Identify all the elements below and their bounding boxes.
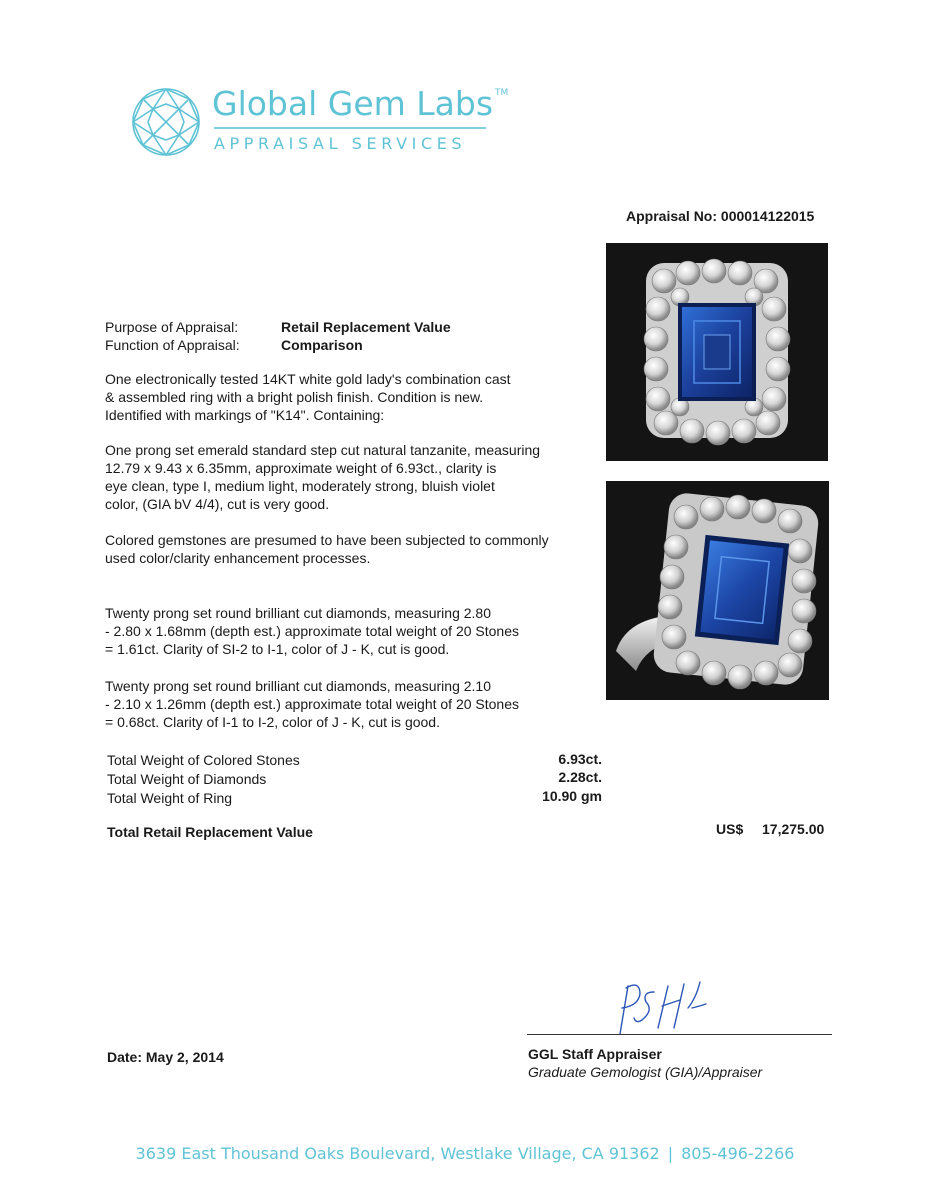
text-line: Twenty prong set round brilliant cut diamonds, measuring 2.80 bbox=[105, 605, 491, 621]
ring-description bbox=[105, 370, 585, 424]
trademark-mark: TM bbox=[495, 88, 509, 98]
total-colored-stones-value: 6.93ct. bbox=[558, 751, 602, 767]
footer-contact bbox=[0, 1144, 930, 1163]
ring-side-image bbox=[606, 481, 829, 700]
text-line: Identified with markings of "K14". Containing: bbox=[105, 407, 385, 423]
brand-subtitle: APPRAISAL SERVICES bbox=[214, 134, 467, 153]
total-ring-weight-label: Total Weight of Ring bbox=[107, 790, 233, 806]
diamonds-description-2 bbox=[105, 677, 585, 731]
signature-line bbox=[527, 1034, 832, 1035]
text-line: & assembled ring with a bright polish finish. Condition is new. bbox=[105, 389, 484, 405]
brand-name bbox=[212, 84, 508, 123]
footer-address: 3639 East Thousand Oaks Boulevard, Westlake Village, CA 91362 bbox=[135, 1144, 660, 1163]
total-replacement-value: 17,275.00 bbox=[762, 821, 825, 837]
text-line: used color/clarity enhancement processes. bbox=[105, 550, 371, 566]
total-ring-weight-value: 10.90 gm bbox=[542, 788, 602, 804]
appraisal-date: Date: May 2, 2014 bbox=[107, 1049, 224, 1065]
brand-divider bbox=[214, 127, 486, 129]
ring-photo-front bbox=[606, 243, 828, 461]
text-line: Twenty prong set round brilliant cut diamonds, measuring 2.10 bbox=[105, 678, 491, 694]
function-value: Comparison bbox=[281, 337, 363, 353]
appraiser-signature bbox=[606, 978, 736, 1038]
tanzanite-description bbox=[105, 441, 585, 513]
text-line: = 0.68ct. Clarity of I-1 to I-2, color of J - K, cut is good. bbox=[105, 714, 440, 730]
diamonds-description-1 bbox=[105, 604, 585, 658]
function-label: Function of Appraisal: bbox=[105, 337, 240, 353]
text-line: eye clean, type I, medium light, moderately strong, bluish violet bbox=[105, 478, 495, 494]
footer-separator: | bbox=[667, 1144, 674, 1163]
brand-name-text: Global Gem Labs bbox=[212, 84, 494, 123]
text-line: One prong set emerald standard step cut natural tanzanite, measuring bbox=[105, 442, 541, 458]
text-line: = 1.61ct. Clarity of SI-2 to I-1, color of J - K, cut is good. bbox=[105, 641, 450, 657]
total-diamonds-value: 2.28ct. bbox=[558, 769, 602, 785]
text-line: color, (GIA bV 4/4), cut is very good. bbox=[105, 496, 330, 512]
ring-front-image bbox=[606, 243, 828, 461]
round-brilliant-diamond-icon bbox=[130, 86, 202, 158]
ring-photo-side bbox=[606, 481, 829, 700]
appraiser-role: Graduate Gemologist (GIA)/Appraiser bbox=[528, 1064, 763, 1080]
text-line: 12.79 x 9.43 x 6.35mm, approximate weight of 6.93ct., clarity is bbox=[105, 460, 497, 476]
purpose-value: Retail Replacement Value bbox=[281, 319, 451, 335]
text-line: - 2.80 x 1.68mm (depth est.) approximate total weight of 20 Stones bbox=[105, 623, 519, 639]
total-colored-stones-label: Total Weight of Colored Stones bbox=[107, 752, 300, 768]
footer-phone: 805-496-2266 bbox=[681, 1144, 795, 1163]
appraisal-number: Appraisal No: 000014122015 bbox=[626, 208, 815, 224]
text-line: Colored gemstones are presumed to have been subjected to commonly bbox=[105, 532, 549, 548]
text-line: One electronically tested 14KT white gold lady's combination cast bbox=[105, 371, 511, 387]
total-replacement-value-label: Total Retail Replacement Value bbox=[107, 824, 313, 840]
enhancement-note bbox=[105, 531, 585, 567]
appraiser-title: GGL Staff Appraiser bbox=[528, 1046, 662, 1062]
purpose-label: Purpose of Appraisal: bbox=[105, 319, 239, 335]
currency-label: US$ bbox=[716, 821, 744, 837]
total-diamonds-label: Total Weight of Diamonds bbox=[107, 771, 267, 787]
text-line: - 2.10 x 1.26mm (depth est.) approximate total weight of 20 Stones bbox=[105, 696, 519, 712]
